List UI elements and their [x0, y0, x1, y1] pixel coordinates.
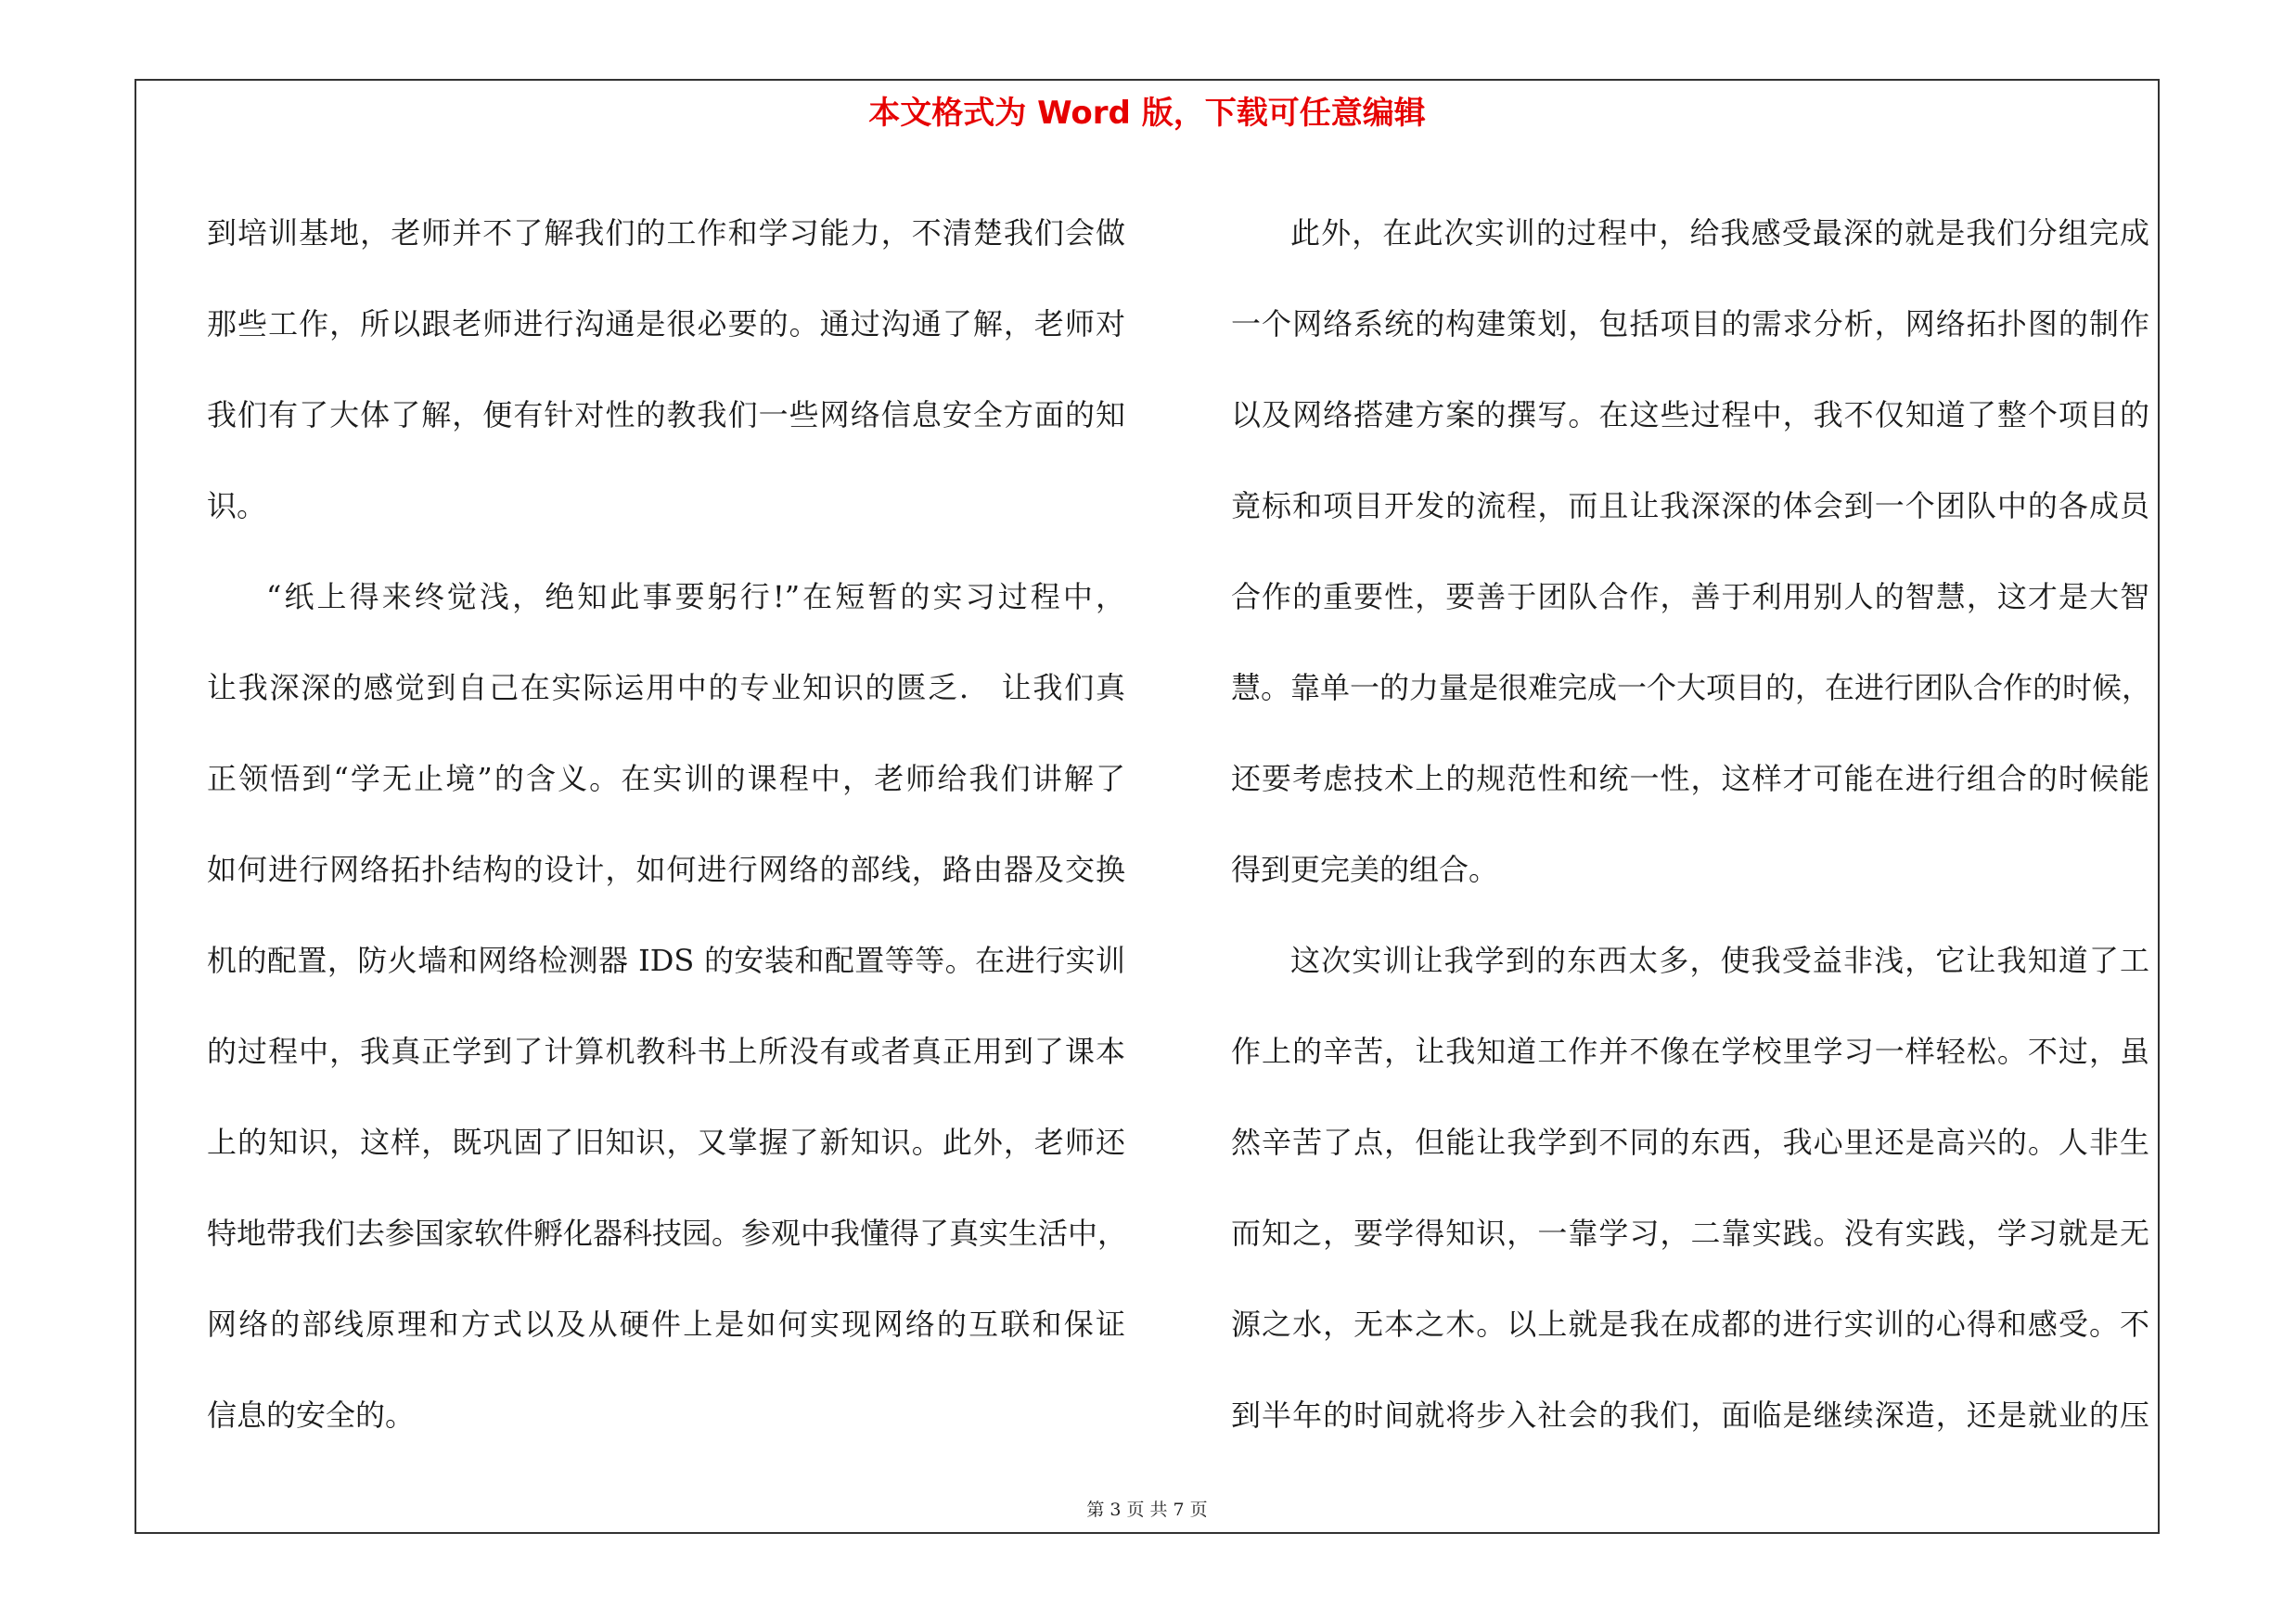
right-text-column: [1231, 187, 2152, 1461]
text-line: 一个网络系统的构建策划，包括项目的需求分析，网络拓扑图的制作: [1231, 306, 2149, 341]
text-line: “纸上得来终觉浅，绝知此事要躬行!”在短暂的实习过程中，: [266, 579, 1125, 614]
text-line: 作上的辛苦，让我知道工作并不像在学校里学习一样轻松。不过，虽: [1231, 1034, 2149, 1069]
text-line: 那些工作，所以跟老师进行沟通是很必要的。通过沟通了解，老师对: [207, 306, 1125, 341]
text-line: 得到更完美的组合。: [1231, 852, 1499, 887]
text-line: 以及网络搭建方案的撰写。在这些过程中，我不仅知道了整个项目的: [1231, 397, 2149, 432]
text-line: 而知之，要学得知识，一靠学习，二靠实践。没有实践，学习就是无: [1231, 1216, 2149, 1251]
left-text-column: [207, 187, 1128, 1461]
text-line: 我们有了大体了解，便有针对性的教我们一些网络信息安全方面的知: [207, 397, 1125, 432]
text-line: 正领悟到“学无止境”的含义。在实训的课程中，老师给我们讲解了: [207, 761, 1125, 796]
text-line: 上的知识，这样，既巩固了旧知识，又掌握了新知识。此外，老师还: [207, 1125, 1125, 1160]
page-header-title: 本文格式为 Word 版，下载可任意编辑: [868, 95, 1426, 132]
text-line: 让我深深的感觉到自己在实际运用中的专业知识的匮乏. 让我们真: [207, 670, 1125, 705]
text-line: 这次实训让我学到的东西太多，使我受益非浅，它让我知道了工: [1290, 943, 2149, 978]
text-line: 此外，在此次实训的过程中，给我感受最深的就是我们分组完成: [1290, 215, 2149, 251]
text-line: 竟标和项目开发的流程，而且让我深深的体会到一个团队中的各成员: [1231, 488, 2149, 523]
text-line: 到培训基地，老师并不了解我们的工作和学习能力，不清楚我们会做: [207, 215, 1125, 251]
text-line: 然辛苦了点，但能让我学到不同的东西，我心里还是高兴的。人非生: [1231, 1125, 2149, 1160]
page-number-footer: 第 3 页 共 7 页: [1086, 1500, 1208, 1520]
text-line: 的过程中，我真正学到了计算机教科书上所没有或者真正用到了课本: [207, 1034, 1125, 1069]
text-line: 网络的部线原理和方式以及从硬件上是如何实现网络的互联和保证: [207, 1307, 1125, 1342]
page-frame: [135, 79, 2160, 1534]
text-line: 源之水，无本之木。以上就是我在成都的进行实训的心得和感受。不: [1231, 1307, 2149, 1342]
text-line: 合作的重要性，要善于团队合作，善于利用别人的智慧，这才是大智: [1231, 579, 2149, 614]
text-line: 如何进行网络拓扑结构的设计，如何进行网络的部线，路由器及交换: [207, 852, 1125, 887]
text-line: 特地带我们去参国家软件孵化器科技园。参观中我懂得了真实生活中，: [207, 1216, 1128, 1251]
text-line: 识。: [207, 488, 267, 523]
text-line: 还要考虑技术上的规范性和统一性，这样才可能在进行组合的时候能: [1231, 761, 2149, 796]
text-line: 慧。靠单一的力量是很难完成一个大项目的，在进行团队合作的时候，: [1231, 670, 2152, 705]
text-line: 到半年的时间就将步入社会的我们，面临是继续深造，还是就业的压: [1231, 1398, 2149, 1433]
text-line: 信息的安全的。: [207, 1398, 416, 1433]
text-line: 机的配置，防火墙和网络检测器 IDS 的安装和配置等等。在进行实训: [207, 943, 1125, 978]
